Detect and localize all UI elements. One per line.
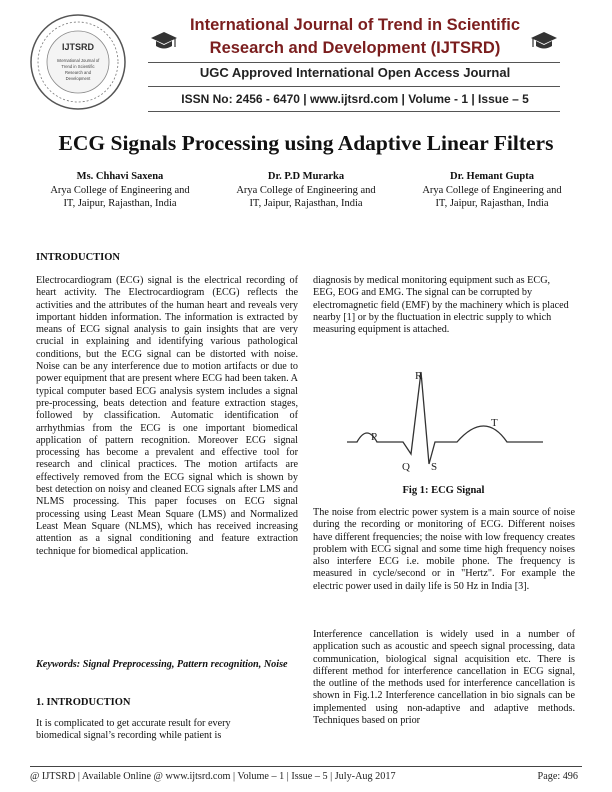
header-rule-top <box>148 62 560 63</box>
right-para-1: diagnosis by medical monitoring equipment such as ECG, EEG, EOG and EMG. The signal can be corrupted by electromagnetic field (EMF) by the machinery which is placed nearby [1] or by the fluctuation in electric supply to which measuring equipment is attached. <box>313 275 569 336</box>
svg-text:Development: Development <box>65 76 91 81</box>
svg-text:International Journal of: International Journal of <box>56 58 100 63</box>
header-rule-bottom <box>148 111 560 112</box>
journal-title-line2: Research and Development (IJTSRD) <box>209 39 501 57</box>
issn-line: ISSN No: 2456 - 6470 | www.ijtsrd.com | Volume - 1 | Issue – 5 <box>181 92 529 106</box>
intro-heading: INTRODUCTION <box>36 252 121 263</box>
label-r: R <box>415 370 423 382</box>
ecg-waveform <box>347 372 543 464</box>
author-2 <box>216 170 396 211</box>
author-1 <box>30 170 210 211</box>
footer-rule <box>30 766 582 767</box>
header-rule-mid <box>148 86 560 87</box>
author-affiliation: IT, Jaipur, Rajasthan, India <box>435 198 549 209</box>
right-para-2: The noise from electric power system is a main source of noise during the recording or monitoring of ECG. Different noises have different frequencies; the noise with low frequency creates problem with ECG signal and some time high frequency noises also interfere ECG i.e. mobile phone. The frequency is measured in cycle/second or in "Hertz". For example the electric power used in daily life is 50 Hz in India [3]. <box>313 507 575 592</box>
author-affiliation: IT, Jaipur, Rajasthan, India <box>249 198 363 209</box>
label-q: Q <box>402 461 410 473</box>
label-p: P <box>371 431 378 443</box>
svg-text:Research and: Research and <box>64 70 92 75</box>
author-3 <box>402 170 582 211</box>
author-name: Ms. Chhavi Saxena <box>76 171 164 182</box>
footer-text: @ IJTSRD | Available Online @ www.ijtsrd.com | Volume – 1 | Issue – 5 | July-Aug 2017 <box>30 771 396 782</box>
author-affiliation: IT, Jaipur, Rajasthan, India <box>63 198 177 209</box>
ugc-approved-line: UGC Approved International Open Access Journal <box>199 65 511 80</box>
author-affiliation: Arya College of Engineering and <box>50 184 190 196</box>
keywords: Keywords: Signal Preprocessing, Pattern recognition, Noise <box>36 659 288 670</box>
label-t: T <box>491 417 498 429</box>
section-1-text: It is complicated to get accurate result for every biomedical signal’s recording while patient is <box>36 718 231 742</box>
page-number: Page: 496 <box>537 771 578 782</box>
author-name: Dr. Hemant Gupta <box>450 171 534 182</box>
journal-title-line1: International Journal of Trend in Scientific <box>189 16 521 34</box>
author-name: Dr. P.D Murarka <box>267 171 345 182</box>
section-1-heading: 1. INTRODUCTION <box>36 697 131 708</box>
paper-title: ECG Signals Processing using Adaptive Linear Filters <box>58 131 554 155</box>
svg-text:Trend in Scientific: Trend in Scientific <box>61 64 95 69</box>
logo-text: IJTSRD <box>61 42 95 52</box>
figure-caption: Fig 1: ECG Signal <box>402 485 485 496</box>
author-affiliation: Arya College of Engineering and <box>236 184 376 196</box>
ecg-figure <box>345 364 545 482</box>
journal-logo <box>28 12 128 112</box>
right-para-3: Interference cancellation is widely used in a number of application such as acoustic and speech signal processing, data communication, biological signal acquisition etc. There is different method for interference cancellation in ECG signal, the outline of the methods used for interference cancellation is shown in Fig.1.2 Interference cancellation in bio signals can be implemented using non-adaptive and adaptive methods. Techniques based on prior <box>313 629 575 727</box>
abstract-text: Electrocardiogram (ECG) signal is the electrical recording of heart activity. The Electrocardiogram (ECG) reflects the activities and the attributes of the human heart and reveals very important hidden information. The information is extracted by means of ECG signal analysis to gain insights that are very crucial in explaining and identifying various pathological conditions, but the ECG signal can be distorted with noise. Noise can be any interference due to motion artifacts or due to power equipment that are present where ECG had been taken. A typical computer based ECG analysis system includes a signal pre-processing, beats detection and feature extraction stages, followed by classification. Automatic identification of arrhythmias from the ECG is one important biomedical application of pattern recognition. Moreover ECG signal processing has become a prevalent and effective tool for research and clinical practices. The motion artifacts are effectively removed from the ECG signal which is shown by best detection on noisy and cleaned ECG signals after LMS and NLMS processing. This paper focuses on ECG signal processing using Least Mean Square (LMS) and Normalized Least Mean Square (NLMS), which has received increasing attention as a signal conditioning and feature extraction technique for biomedical application. <box>36 275 298 557</box>
label-s: S <box>431 461 438 473</box>
author-affiliation: Arya College of Engineering and <box>422 184 562 196</box>
